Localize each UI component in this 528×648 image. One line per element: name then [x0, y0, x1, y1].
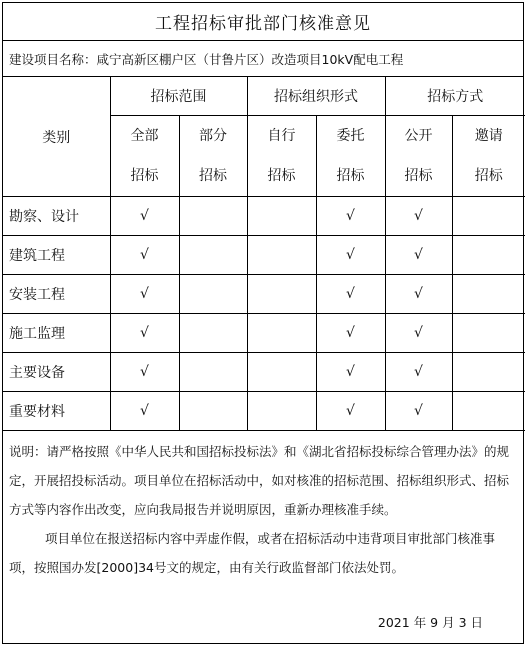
- subheader-line: 招标: [474, 168, 503, 184]
- subheader-line: 自行: [267, 128, 296, 144]
- check-mark: √: [316, 236, 385, 275]
- subheader-line: 公开: [404, 128, 433, 144]
- row-category: 安装工程: [3, 275, 110, 314]
- empty-cell: [247, 392, 316, 431]
- empty-cell: [179, 392, 247, 431]
- check-mark: √: [316, 197, 385, 236]
- check-mark: √: [385, 236, 452, 275]
- empty-cell: [247, 353, 316, 392]
- check-mark: √: [385, 275, 452, 314]
- subheader-line: 邀请: [474, 128, 503, 144]
- check-mark: √: [110, 236, 179, 275]
- subheader-1: [179, 116, 247, 197]
- check-mark: √: [110, 197, 179, 236]
- category-header: 类别: [3, 77, 110, 197]
- empty-cell: [452, 275, 525, 314]
- subheader-3: [316, 116, 385, 197]
- notes-section: [3, 431, 523, 582]
- empty-cell: [452, 197, 525, 236]
- check-mark: √: [385, 392, 452, 431]
- approval-date: 2021 年 9 月 3 日: [377, 615, 483, 630]
- table-row: [3, 353, 525, 392]
- subheader-2: [247, 116, 316, 197]
- empty-cell: [247, 236, 316, 275]
- empty-cell: [179, 353, 247, 392]
- check-mark: √: [316, 392, 385, 431]
- table-row: [3, 275, 525, 314]
- table-row: [3, 392, 525, 431]
- notes-paragraph-2: 项目单位在报送招标内容中弄虚作假，或者在招标活动中违背项目审批部门核准事项，按照国办发[2000]34号文的规定，由有关行政监督部门依法处罚。: [9, 531, 496, 575]
- row-category: 勘察、设计: [3, 197, 110, 236]
- row-category: 施工监理: [3, 314, 110, 353]
- row-category: 重要材料: [3, 392, 110, 431]
- subheader-line: 招标: [267, 168, 296, 184]
- empty-cell: [179, 197, 247, 236]
- subheader-4: [385, 116, 452, 197]
- empty-cell: [179, 275, 247, 314]
- empty-cell: [247, 197, 316, 236]
- check-mark: √: [110, 392, 179, 431]
- subheader-line: 招标: [336, 168, 365, 184]
- subheader-line: 招标: [404, 168, 433, 184]
- empty-cell: [452, 392, 525, 431]
- subheader-5: [452, 116, 525, 197]
- check-mark: √: [385, 314, 452, 353]
- empty-cell: [452, 353, 525, 392]
- empty-cell: [247, 314, 316, 353]
- notes-paragraph-1: 说明：请严格按照《中华人民共和国招标投标法》和《湖北省招标投标综合管理办法》的规定，开展招投标活动。项目单位在招标活动中，如对核准的招标范围、招标组织形式、招标方式等内容作出改变，应向我局报告并说明原因，重新办理核准手续。: [9, 444, 510, 517]
- check-mark: √: [316, 314, 385, 353]
- subheader-line: 招标: [199, 168, 227, 184]
- check-mark: √: [110, 275, 179, 314]
- check-mark: √: [110, 314, 179, 353]
- check-mark: √: [316, 275, 385, 314]
- subheader-line: 全部: [130, 128, 159, 144]
- subheader-line: 招标: [130, 168, 159, 184]
- empty-cell: [179, 236, 247, 275]
- empty-cell: [452, 314, 525, 353]
- row-category: 主要设备: [3, 353, 110, 392]
- check-mark: √: [110, 353, 179, 392]
- subheader-0: [110, 116, 179, 197]
- group-header-scope: 招标范围: [110, 77, 247, 116]
- subheader-line: 部分: [199, 128, 227, 144]
- project-name: 建设项目名称：咸宁高新区棚户区（甘鲁片区）改造项目10kV配电工程: [3, 41, 523, 77]
- subheader-line: 委托: [336, 128, 365, 144]
- approval-form: [2, 2, 524, 644]
- table-row: [3, 197, 525, 236]
- check-mark: √: [316, 353, 385, 392]
- form-title: 工程招标审批部门核准意见: [3, 3, 523, 41]
- check-mark: √: [385, 353, 452, 392]
- tender-table: [3, 77, 525, 431]
- group-header-method: 招标方式: [385, 77, 525, 116]
- empty-cell: [247, 275, 316, 314]
- empty-cell: [179, 314, 247, 353]
- table-row: [3, 236, 525, 275]
- group-header-organization: 招标组织形式: [247, 77, 385, 116]
- check-mark: √: [385, 197, 452, 236]
- table-row: [3, 314, 525, 353]
- row-category: 建筑工程: [3, 236, 110, 275]
- empty-cell: [452, 236, 525, 275]
